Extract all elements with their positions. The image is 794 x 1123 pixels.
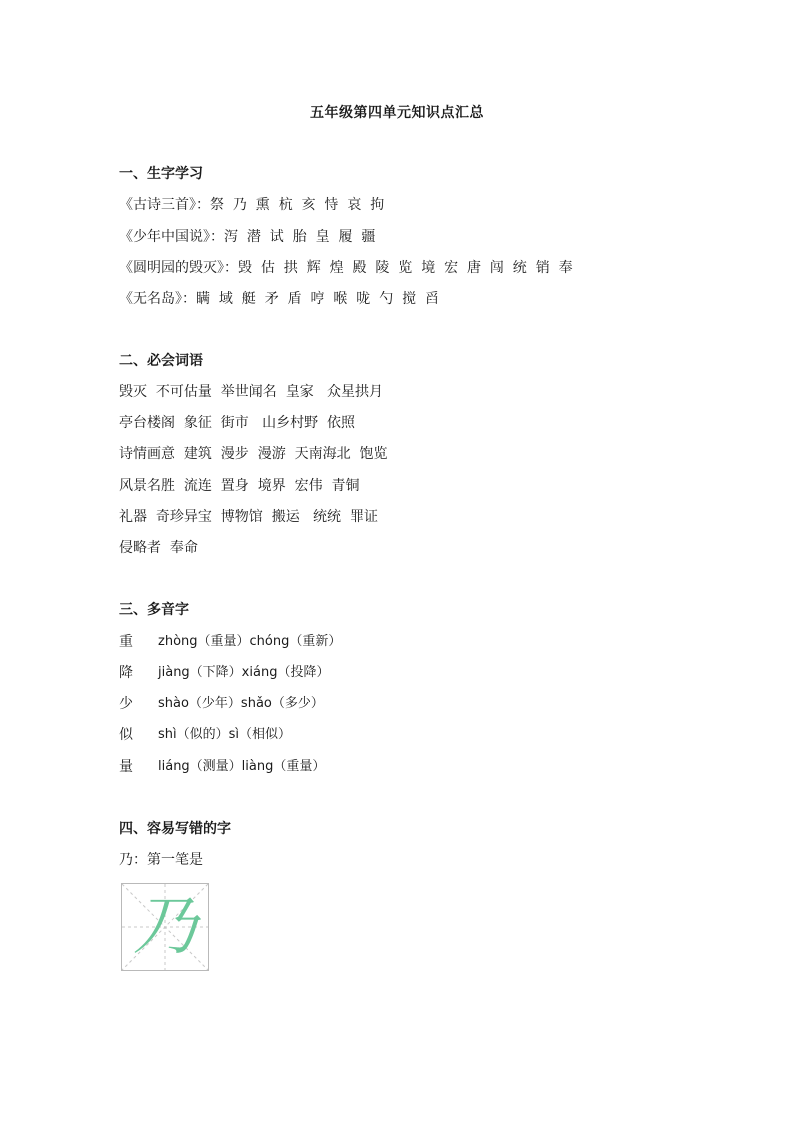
polyphone-char: 似 — [119, 727, 133, 743]
list-item: 诗情画意 建筑 漫步 漫游 天南海北 饱览 — [119, 446, 388, 462]
list-item: 风景名胜 流连 置身 境界 宏伟 青铜 — [119, 478, 360, 494]
section-heading-error-prone-characters: 四、容易写错的字 — [119, 821, 231, 837]
page-title: 五年级第四单元知识点汇总 — [310, 105, 484, 121]
list-item: 《古诗三首》：祭 乃 熏 杭 亥 恃 哀 拘 — [119, 197, 385, 213]
grid-character: 乃 — [133, 890, 197, 964]
section-heading-vocabulary: 二、必会词语 — [119, 353, 203, 369]
list-item: 《无名岛》：瞒 域 艇 矛 盾 哼 喉 咙 勺 搅 舀 — [119, 291, 440, 307]
writing-grid — [121, 883, 209, 971]
polyphone-reading: shì（似的）sì（相似） — [158, 727, 292, 742]
polyphone-reading: liáng（测量）liàng（重量） — [158, 759, 326, 774]
polyphone-char: 降 — [119, 665, 133, 681]
polyphone-reading: zhòng（重量）chóng（重新） — [158, 634, 342, 649]
polyphone-char: 少 — [119, 696, 133, 712]
section-heading-polyphones: 三、多音字 — [119, 602, 189, 618]
error-note: 乃：第一笔是 — [119, 852, 203, 868]
polyphone-reading: shào（少年）shǎo（多少） — [158, 696, 324, 711]
section-heading-new-characters: 一、生字学习 — [119, 166, 203, 182]
list-item: 《少年中国说》：泻 潜 试 胎 皇 履 疆 — [119, 229, 376, 245]
list-item: 《圆明园的毁灭》：毁 估 拱 辉 煌 殿 陵 览 境 宏 唐 闯 统 销 奉 — [119, 260, 573, 276]
list-item: 亭台楼阁 象征 街市 山乡村野 依照 — [119, 415, 356, 431]
list-item: 侵略者 奉命 — [119, 540, 198, 556]
list-item: 毁灭 不可估量 举世闻名 皇家 众星拱月 — [119, 384, 384, 400]
polyphone-char: 重 — [119, 634, 133, 650]
list-item: 礼器 奇珍异宝 博物馆 搬运 统统 罪证 — [119, 509, 378, 525]
polyphone-reading: jiàng（下降）xiáng（投降） — [158, 665, 330, 680]
polyphone-char: 量 — [119, 759, 133, 775]
